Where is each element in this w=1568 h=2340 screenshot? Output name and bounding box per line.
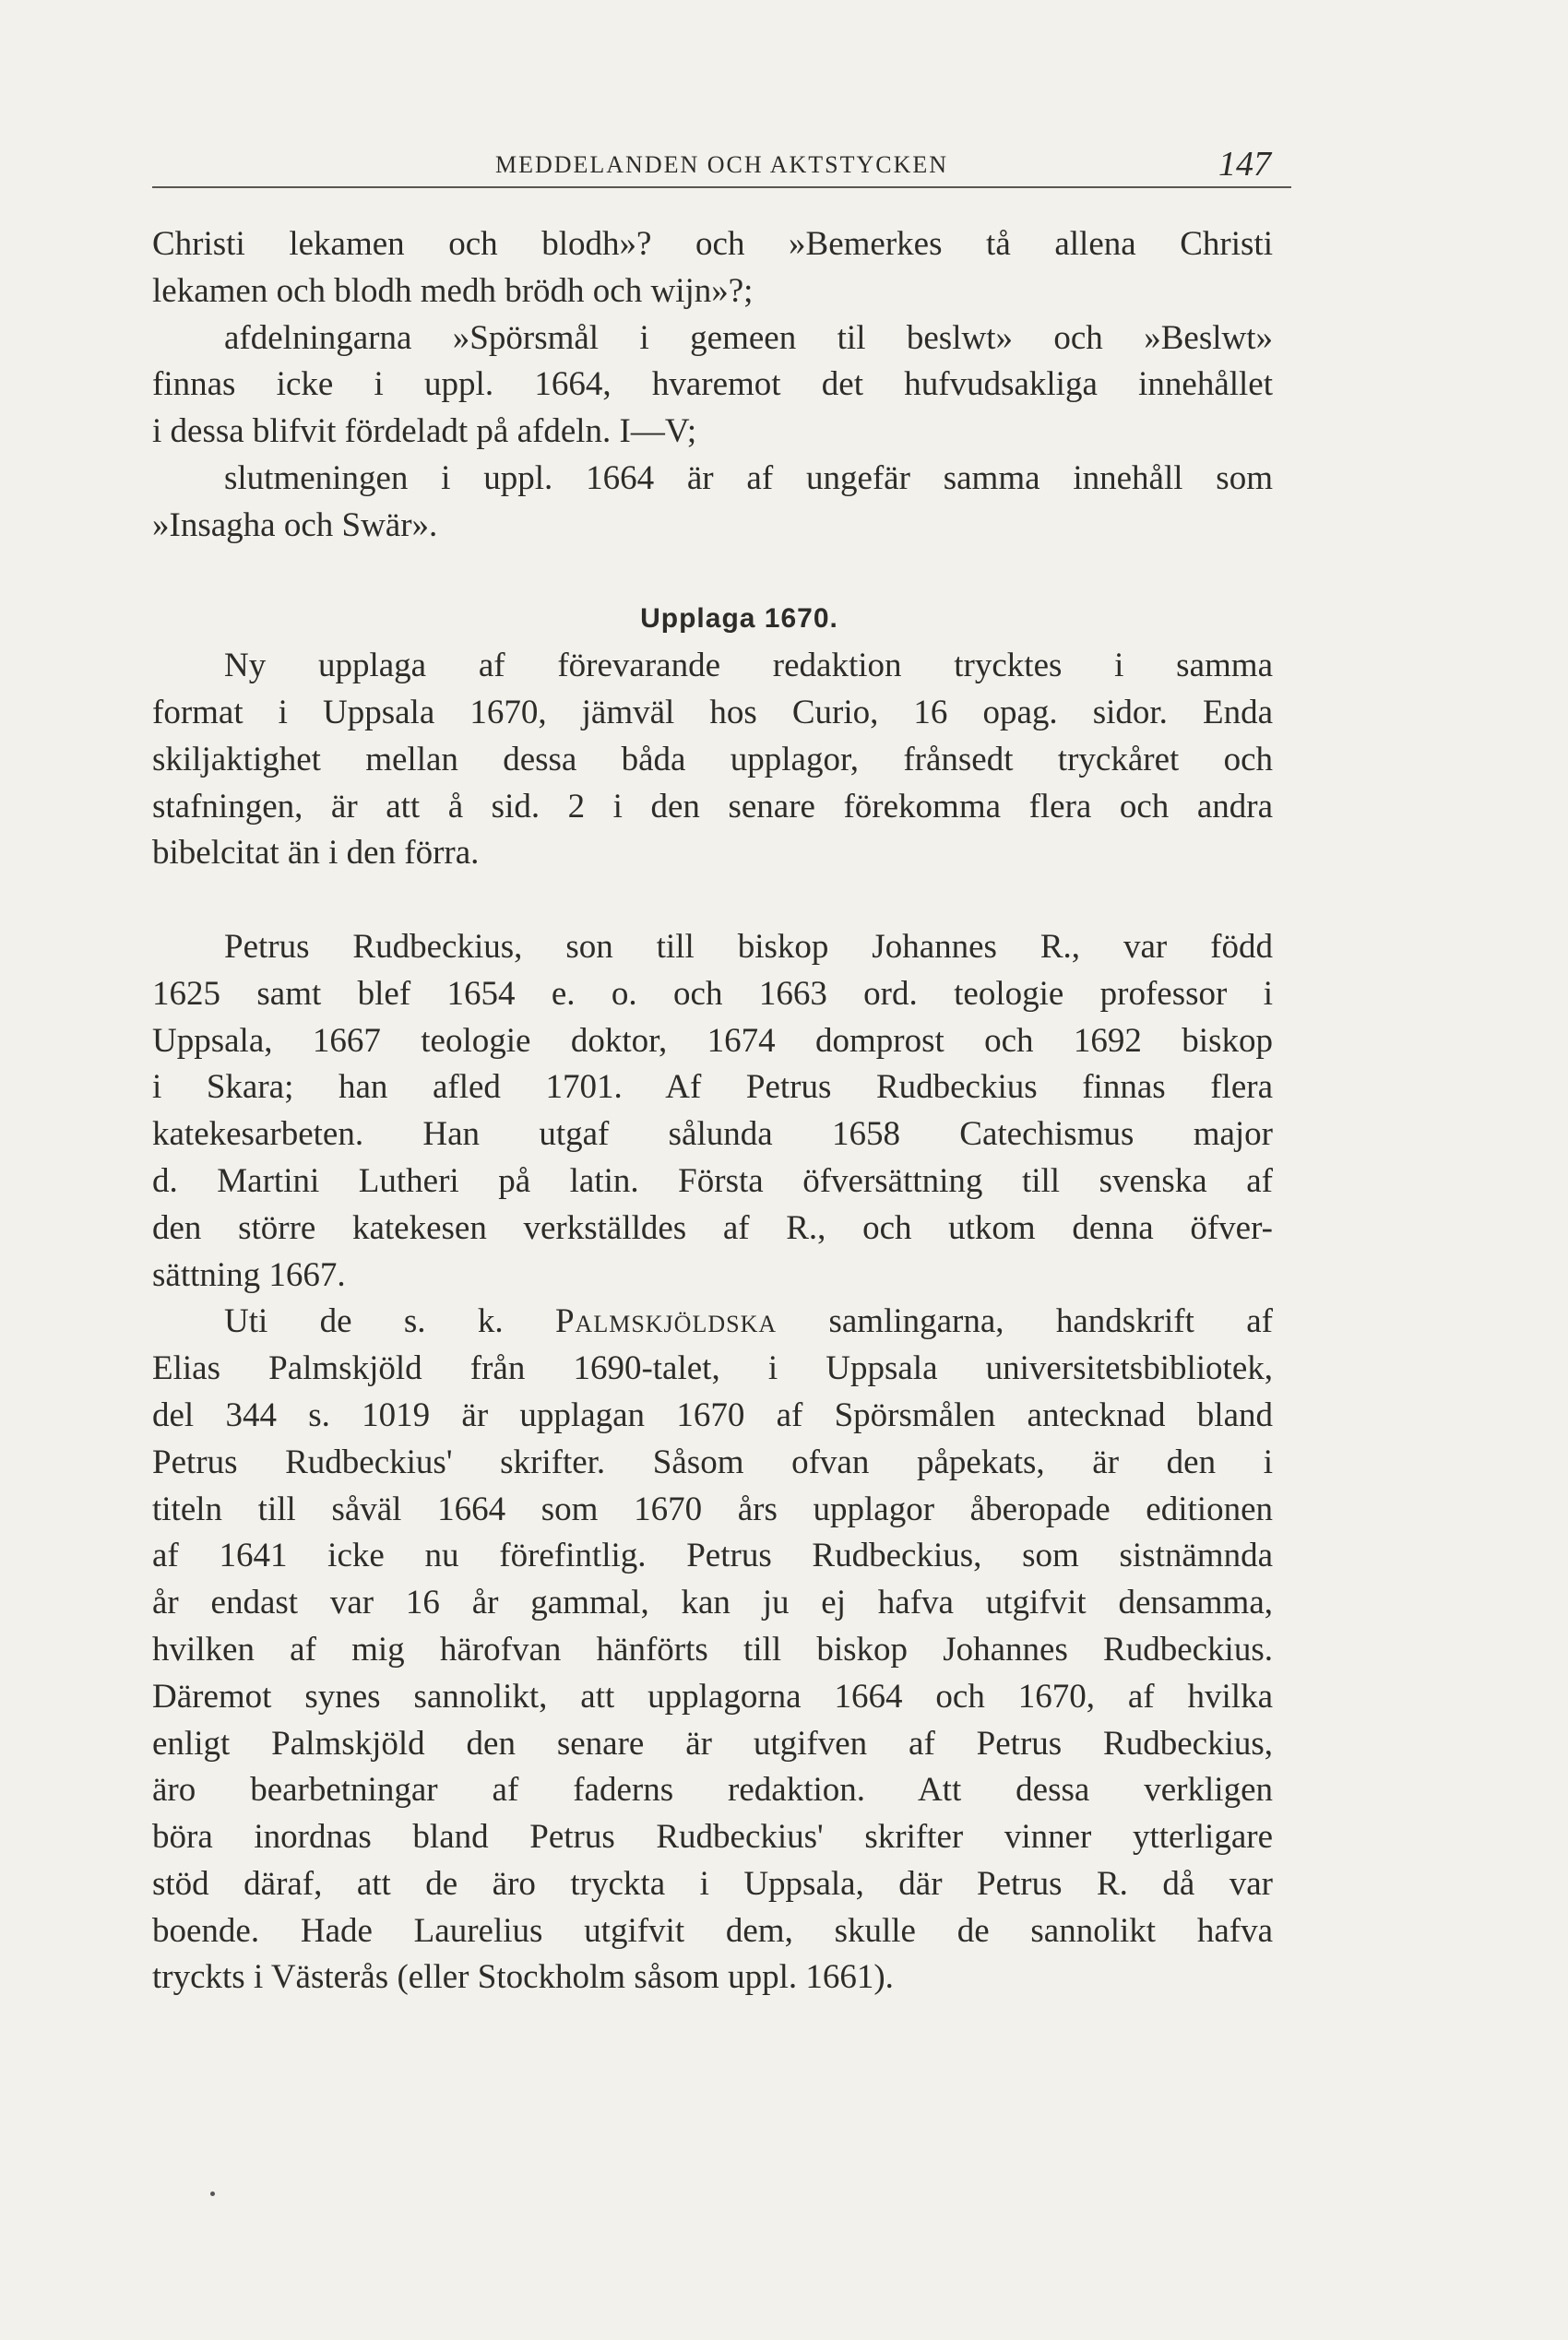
page-number: 147 [1218,145,1271,184]
text-line: Petrus Rudbeckius' skrifter. Såsom ofvan påpekats, är den i [152,1443,1273,1481]
text-line: finnas icke i uppl. 1664, hvaremot det hufvudsakliga innehållet [152,365,1273,404]
text-line: Däremot synes sannolikt, att upplagorna 1664 och 1670, af hvilka [152,1677,1273,1716]
text-line: år endast var 16 år gammal, kan ju ej hafva utgifvit densamma, [152,1584,1273,1622]
spacer [152,550,1273,597]
text-line: den större katekesen verkställdes af R., och utkom denna öfver- [152,1208,1273,1247]
text-line: afdelningarna »Spörsmål i gemeen til beslwt» och »Beslwt» [224,318,1273,357]
text-line: af 1641 icke nu förefintlig. Petrus Rudbeckius, som sistnämnda [152,1537,1273,1575]
body-text [152,221,1273,2001]
text-line: Uppsala, 1667 teologie doktor, 1674 domprost och 1692 biskop [152,1021,1273,1060]
text-line: i dessa blifvit fördeladt på afdeln. I—V; [152,412,697,451]
page-header [152,145,1291,188]
text-line: lekamen och blodh medh brödh och wijn»?; [152,271,754,310]
text-line: äro bearbetningar af faderns redaktion. Att dessa verkligen [152,1771,1273,1810]
text-line: boende. Hade Laurelius utgifvit dem, skulle de sannolikt hafva [152,1911,1273,1950]
text-line: titeln till såväl 1664 som 1670 års upplagor åberopade editionen [152,1490,1273,1528]
text-line [152,1299,1273,1346]
text-line: del 344 s. 1019 är upplagan 1670 af Spörsmålen antecknad bland [152,1396,1273,1434]
text-line: Christi lekamen och blodh»? och »Bemerkes tå allena Christi [152,225,1273,263]
text-line: »Insagha och Swär». [152,505,438,544]
text-fragment: Uti de s. k. [224,1302,555,1341]
text-line: Petrus Rudbeckius, son till biskop Johannes R., var född [224,927,1273,966]
text-line: format i Uppsala 1670, jämväl hos Curio, 16 opag. sidor. Enda [152,693,1273,731]
running-title: MEDDELANDEN OCH AKTSTYCKEN [494,151,949,178]
text-line: i Skara; han afled 1701. Af Petrus Rudbeckius finnas flera [152,1068,1273,1107]
text-line: sättning 1667. [152,1255,346,1294]
text-line: stafningen, är att å sid. 2 i den senare förekomma flera och andra [152,787,1273,826]
text-line: katekesarbeten. Han utgaf sålunda 1658 Catechismus major [152,1115,1273,1154]
text-line: enligt Palmskjöld den senare är utgifven af Petrus Rudbeckius, [152,1724,1273,1763]
section-heading: Upplaga 1670. [640,603,838,635]
header-rule [152,186,1291,188]
text-line: hvilken af mig härofvan hänförts till biskop Johannes Rudbeckius. [152,1630,1273,1669]
text-line: bibelcitat än i den förra. [152,834,480,873]
collection-name: Palmskjöldska [554,1302,778,1341]
text-fragment: samlingarna, handskrift af [777,1302,1273,1341]
text-line: skiljaktighet mellan dessa båda upplagor, frånsedt tryckåret och [152,740,1273,778]
stray-mark [210,2192,215,2196]
text-line: stöd däraf, att de äro tryckta i Uppsala, där Petrus R. då var [152,1864,1273,1903]
text-line: 1625 samt blef 1654 e. o. och 1663 ord. teologie professor i [152,974,1273,1013]
text-line: d. Martini Lutheri på latin. Första öfversättning till svenska af [152,1161,1273,1200]
spacer [152,877,1273,924]
text-line: Elias Palmskjöld från 1690-talet, i Uppsala universitetsbibliotek, [152,1349,1273,1388]
text-line: böra inordnas bland Petrus Rudbeckius' skrifter vinner ytterligare [152,1818,1273,1857]
text-line: Ny upplaga af förevarande redaktion trycktes i samma [224,647,1273,685]
text-line: tryckts i Västerås (eller Stockholm såsom uppl. 1661). [152,1958,894,1997]
text-line: slutmeningen i uppl. 1664 är af ungefär samma innehåll som [224,458,1273,497]
